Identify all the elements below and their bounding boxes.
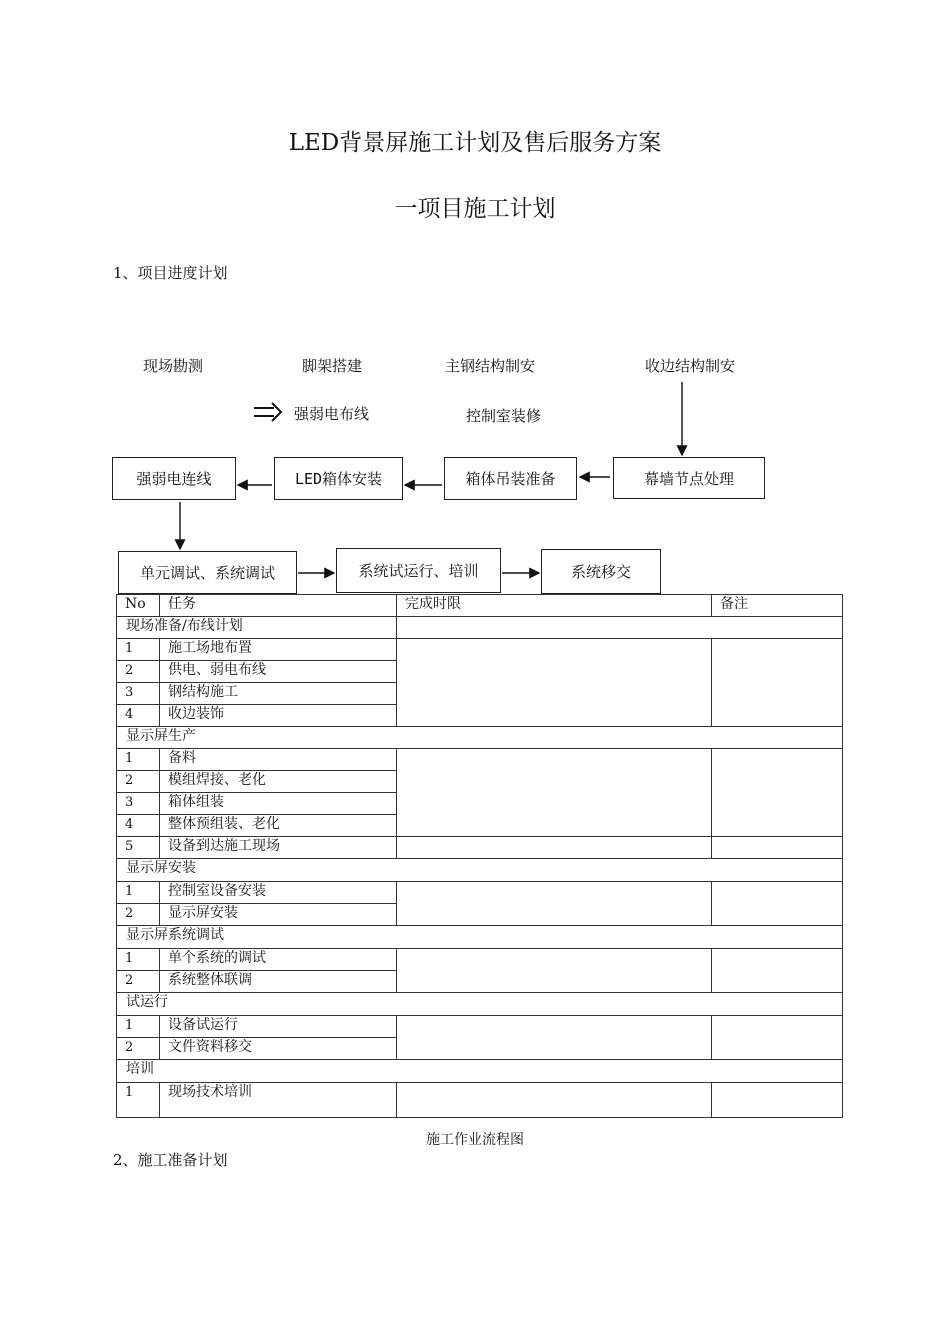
section-title: 一项目施工计划 bbox=[394, 196, 556, 222]
table-row bbox=[117, 1016, 843, 1038]
row-task: 系统整体联调 bbox=[160, 971, 397, 993]
flow-label-scaffold: 脚架搭建 bbox=[302, 357, 363, 375]
remarks-cell bbox=[712, 837, 843, 859]
header-no: No bbox=[117, 595, 160, 617]
section-name: 现场准备/布线计划 bbox=[117, 617, 397, 639]
schedule-table bbox=[116, 594, 843, 1118]
row-number: 1 bbox=[117, 1016, 160, 1038]
flow-box-label: LED箱体安装 bbox=[294, 470, 383, 488]
remarks-cell bbox=[712, 1083, 843, 1118]
section-row bbox=[117, 859, 843, 882]
row-number: 3 bbox=[117, 793, 160, 815]
section-name: 显示屏安装 bbox=[117, 859, 843, 882]
row-task: 收边装饰 bbox=[160, 705, 397, 727]
row-task: 设备到达施工现场 bbox=[160, 837, 397, 859]
flow-label-wiring: 强弱电布线 bbox=[294, 405, 370, 423]
section-row bbox=[117, 926, 843, 949]
row-task: 设备试运行 bbox=[160, 1016, 397, 1038]
flow-label-control-room: 控制室装修 bbox=[466, 407, 542, 425]
row-task: 单个系统的调试 bbox=[160, 949, 397, 971]
remarks-cell bbox=[712, 949, 843, 993]
remarks-cell bbox=[712, 749, 843, 837]
section-blank bbox=[397, 617, 843, 639]
row-number: 1 bbox=[117, 949, 160, 971]
figure-caption: 施工作业流程图 bbox=[426, 1132, 524, 1148]
table-row bbox=[117, 639, 843, 661]
subsection-heading-1: 1、项目进度计划 bbox=[113, 264, 228, 282]
row-number: 2 bbox=[117, 1038, 160, 1060]
row-number: 1 bbox=[117, 639, 160, 661]
double-arrow-icon bbox=[254, 403, 281, 421]
section-name: 显示屏生产 bbox=[117, 727, 843, 749]
remarks-cell bbox=[712, 1016, 843, 1060]
header-task: 任务 bbox=[160, 595, 397, 617]
section-row bbox=[117, 727, 843, 749]
table-row bbox=[117, 882, 843, 904]
flow-box-label: 系统试运行、培训 bbox=[358, 562, 479, 580]
deadline-cell bbox=[397, 639, 712, 727]
remarks-cell bbox=[712, 639, 843, 727]
flow-box-label: 系统移交 bbox=[570, 563, 631, 581]
section-row bbox=[117, 993, 843, 1016]
row-task: 箱体组装 bbox=[160, 793, 397, 815]
row-task: 模组焊接、老化 bbox=[160, 771, 397, 793]
header-remarks: 备注 bbox=[712, 595, 843, 617]
remarks-cell bbox=[712, 882, 843, 926]
row-number: 4 bbox=[117, 705, 160, 727]
table-row bbox=[117, 949, 843, 971]
table-row bbox=[117, 1083, 843, 1118]
section-row bbox=[117, 617, 843, 639]
header-deadline: 完成时限 bbox=[397, 595, 712, 617]
flow-box-label: 箱体吊装准备 bbox=[465, 470, 556, 488]
section-name: 试运行 bbox=[117, 993, 843, 1016]
row-task: 整体预组装、老化 bbox=[160, 815, 397, 837]
row-number: 4 bbox=[117, 815, 160, 837]
row-number: 2 bbox=[117, 771, 160, 793]
row-task: 文件资料移交 bbox=[160, 1038, 397, 1060]
row-task: 供电、弱电布线 bbox=[160, 661, 397, 683]
row-number: 1 bbox=[117, 1083, 160, 1118]
section-row bbox=[117, 1060, 843, 1083]
row-number: 2 bbox=[117, 661, 160, 683]
flow-box-label: 幕墙节点处理 bbox=[643, 469, 734, 488]
flow-label-edge-structure: 收边结构制安 bbox=[645, 357, 736, 375]
row-number: 2 bbox=[117, 904, 160, 926]
deadline-cell bbox=[397, 882, 712, 926]
deadline-cell bbox=[397, 1016, 712, 1060]
flow-label-main-steel: 主钢结构制安 bbox=[445, 357, 536, 375]
row-number: 1 bbox=[117, 749, 160, 771]
deadline-cell bbox=[397, 1083, 712, 1118]
row-task: 备料 bbox=[160, 749, 397, 771]
subsection-heading-2: 2、施工准备计划 bbox=[113, 1151, 228, 1169]
row-number: 2 bbox=[117, 971, 160, 993]
row-number: 3 bbox=[117, 683, 160, 705]
row-task: 控制室设备安装 bbox=[160, 882, 397, 904]
flow-box-label: 单元调试、系统调试 bbox=[139, 564, 275, 582]
row-task: 施工场地布置 bbox=[160, 639, 397, 661]
table-header-row bbox=[117, 595, 843, 617]
flow-label-site-survey: 现场勘测 bbox=[143, 357, 204, 375]
row-task: 钢结构施工 bbox=[160, 683, 397, 705]
deadline-cell bbox=[397, 837, 712, 859]
table-row bbox=[117, 749, 843, 771]
deadline-cell bbox=[397, 949, 712, 993]
row-number: 5 bbox=[117, 837, 160, 859]
section-name: 培训 bbox=[117, 1060, 843, 1083]
row-number: 1 bbox=[117, 882, 160, 904]
row-task: 显示屏安装 bbox=[160, 904, 397, 926]
row-task: 现场技术培训 bbox=[160, 1083, 397, 1118]
flow-box-label: 强弱电连线 bbox=[136, 470, 212, 488]
deadline-cell bbox=[397, 749, 712, 837]
document-title: LED背景屏施工计划及售后服务方案 bbox=[288, 130, 662, 156]
table-row bbox=[117, 837, 843, 859]
section-name: 显示屏系统调试 bbox=[117, 926, 843, 949]
